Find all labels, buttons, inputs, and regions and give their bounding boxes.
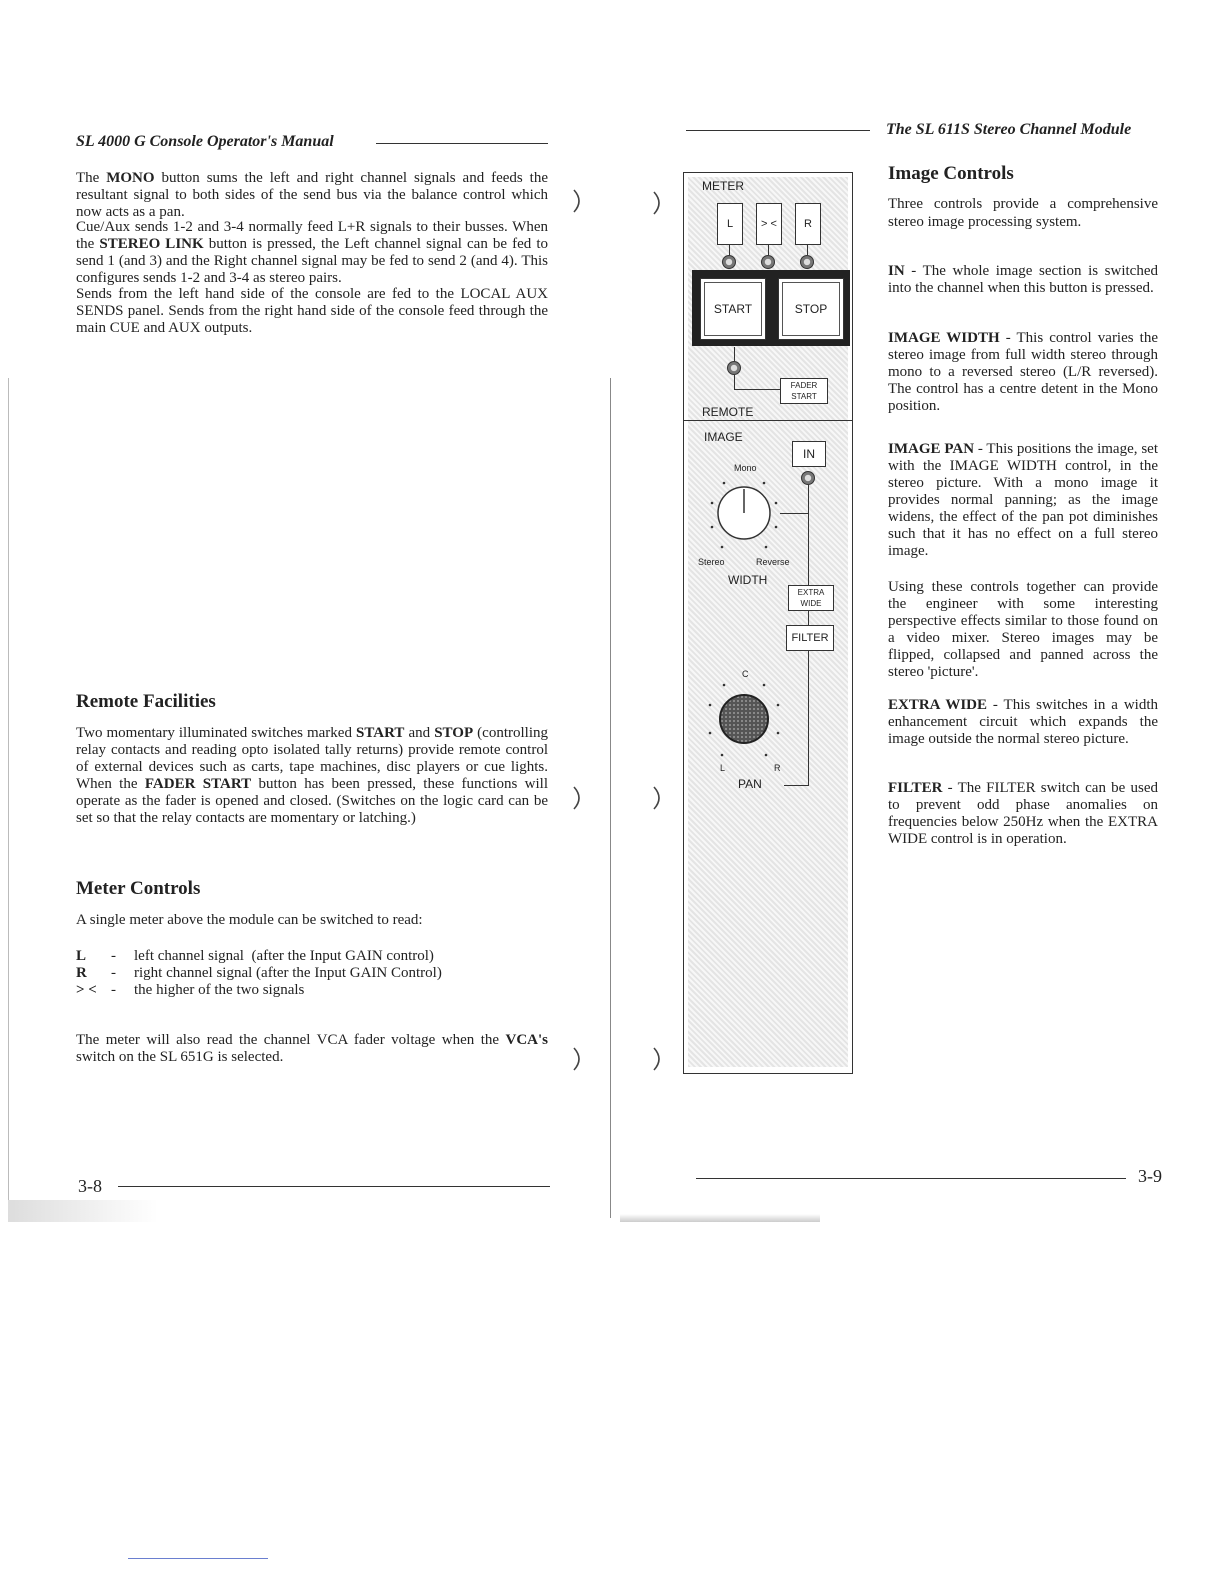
section-divider [684,420,852,421]
keyword: VCA's [505,1032,548,1048]
c-label: C [742,669,749,679]
list-text: left channel signal (after the Input GAIN control) [134,948,434,964]
paragraph-stereo-link [76,219,548,287]
width-label: WIDTH [728,573,768,587]
pan-label: PAN [738,777,762,791]
left-page-edge [8,378,9,1218]
in-led-icon [801,471,815,485]
meter-higher-button[interactable]: > < [756,203,782,245]
scan-shadow [620,1214,820,1222]
keyword: START [356,725,405,741]
text: (controlling relay contacts and reading opto isolated tally returns) provide remote control of external devices such as carts, tape machines, disc players or cue lights. When the [76,725,548,792]
keyword: STEREO LINK [99,236,204,252]
fader-start-led-icon [727,361,741,375]
pan-link [784,785,809,786]
keyword: FILTER [888,780,943,796]
meter-stem [729,245,730,255]
binder-hole-icon [570,785,586,811]
text: - This switches in a width enhancement circuit which expands the image outside the normal stereo picture. [888,697,1158,747]
right-footer-rule [696,1178,1126,1179]
keyword: IN [888,263,905,279]
right-running-header: The SL 611S Stereo Channel Module [886,121,1132,138]
page-spine [610,378,611,1218]
left-page-number: 3-8 [78,1176,102,1196]
heading-remote-facilities: Remote Facilities [76,691,216,712]
extra-wide-button[interactable] [788,585,834,611]
module-panel-diagram [683,172,853,1074]
text: button sums the left and right channel signals and feeds the resultant signal to both sides of the send bus via the balance control which now acts as a pan. [76,170,548,220]
text: - The whole image section is switched into the channel when this button is pressed. [888,263,1158,296]
meter-l-button[interactable]: L [717,203,743,245]
paragraph-meter-intro: A single meter above the module can be switched to read: [76,912,423,928]
list-dash: - [111,982,116,998]
list-text: right channel signal (after the Input GAIN Control) [134,965,442,981]
width-link [780,513,808,514]
meter-stem [807,245,808,255]
stereo-label: Stereo [698,557,725,567]
start-button[interactable]: START [700,278,766,340]
list-key: > < [76,982,97,998]
scan-edge-line [128,1558,268,1559]
left-header-rule [376,143,548,144]
list-dash: - [111,965,116,981]
filter-button[interactable]: FILTER [786,625,834,651]
text: - This control varies the stereo image from full width stereo through mono to a reversed stereo (L/R reversed). The control has a centre detent in the Mono position. [888,330,1158,414]
binder-hole-icon [650,1046,666,1072]
list-key: R [76,965,87,981]
heading-image-controls: Image Controls [888,163,1014,184]
reverse-label: Reverse [756,557,790,567]
keyword: STOP [434,725,474,741]
stop-button[interactable]: STOP [778,278,844,340]
text: button has been pressed, these functions will operate as the fader is opened and closed. (Switches on the logic card can be set so that the relay contacts are momentary or latching.) [76,776,549,826]
paragraph-image-pan [888,441,1158,560]
fader-start-button[interactable] [780,378,828,404]
text: button is pressed, the Left channel signal can be fed to send 1 (and 3) and the Right channel signal may be fed to send 2 (and 4). This configures sends 1-2 and 3-4 as stereo pairs. [76,236,548,286]
extra-wide-label-line: EXTRA [797,588,825,597]
paragraph-using-controls: Using these controls together can provide the engineer with some interesting perspective effects similar to those found on a video mixer. Stereo images may be flipped, collapsed and panned across the stereo 'picture'. [888,579,1158,680]
fader-start-label-line: START [791,392,817,401]
paragraph-in [888,263,1158,297]
right-page-number: 3-9 [1138,1166,1162,1186]
meter-r-button[interactable]: R [795,203,821,245]
keyword: EXTRA WIDE [888,697,987,713]
paragraph-mono [76,170,548,221]
meter-l-led-icon [722,255,736,269]
keyword: IMAGE WIDTH [888,330,1000,346]
text: - The FILTER switch can be used to prevent odd phase anomalies on frequencies below 250Hz when the EXTRA WIDE control is in operation. [888,780,1158,847]
in-button[interactable]: IN [792,441,826,467]
mono-label: Mono [734,463,757,473]
text: The meter will also read the channel VCA fader voltage when the [76,1032,506,1048]
pan-l-label: L [720,763,726,773]
image-label: IMAGE [704,430,743,444]
extra-wide-label-line: WIDE [800,599,822,608]
text: - This positions the image, set with the IMAGE WIDTH control, in the stereo picture. With a mono image it provides normal panning; as the image widens, the effect of the pan pot diminishes such that it has no effect on a full stereo image. [888,441,1158,559]
text: Two momentary illuminated switches marked [76,725,357,741]
fader-start-link [734,375,735,389]
heading-meter-controls: Meter Controls [76,878,201,899]
right-header-rule [686,130,870,131]
scan-shadow [8,1200,158,1222]
left-footer-rule [118,1186,550,1187]
keyword: IMAGE PAN [888,441,975,457]
list-key: L [76,948,87,964]
list-dash: - [111,948,116,964]
paragraph-remote [76,725,548,827]
list-text: the higher of the two signals [134,982,305,998]
binder-hole-icon [570,188,586,214]
fader-start-label-line: FADER [790,381,818,390]
paragraph-image-intro: Three controls provide a comprehensive stereo image processing system. [888,196,1158,230]
meter-label: METER [702,179,744,193]
keyword: FADER START [144,776,252,792]
keyword: MONO [106,170,155,186]
paragraph-vca [76,1032,548,1066]
text: and [404,725,435,741]
binder-hole-icon [650,190,666,216]
meter-r-led-icon [800,255,814,269]
binder-hole-icon [570,1046,586,1072]
left-running-header: SL 4000 G Console Operator's Manual [76,133,334,150]
paragraph-extra-wide [888,697,1158,748]
meter-stem [768,245,769,255]
text: switch on the SL 651G is selected. [76,1049,284,1065]
fader-start-link [734,389,780,390]
text: The [76,170,107,186]
pan-knob-icon[interactable] [700,675,788,763]
text: Cue/Aux sends 1-2 and 3-4 normally feed L+R signals to their busses. When the [76,219,548,252]
width-knob-icon[interactable] [704,473,784,553]
remote-label: REMOTE [702,405,754,419]
paragraph-filter [888,780,1158,848]
paragraph-image-width [888,330,1158,415]
binder-hole-icon [650,785,666,811]
pan-r-label: R [774,763,781,773]
meter-higher-led-icon [761,255,775,269]
paragraph-sends: Sends from the left hand side of the console are fed to the LOCAL AUX SENDS panel. Sends from the right hand side of the console feed through the main CUE and AUX outputs. [76,286,548,336]
remote-stem [734,347,735,361]
